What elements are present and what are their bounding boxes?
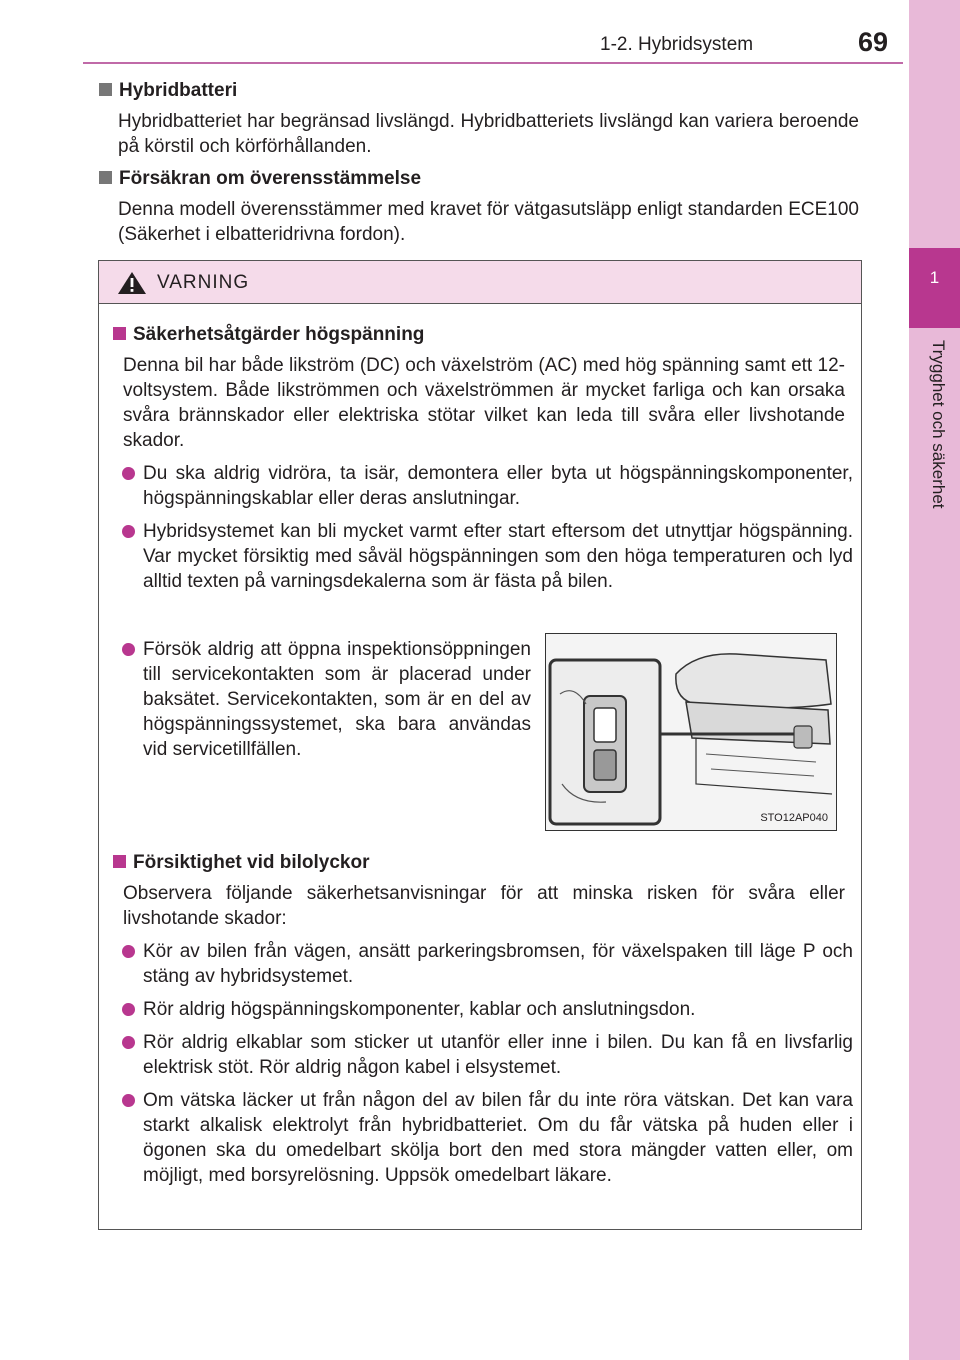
section-title: 1-2. Hybridsystem xyxy=(600,34,754,55)
section-text: Hybridbatteriet har begränsad livslängd. Hybridbatteriets livslängd kan variera beroende på körstil och körförhållanden. xyxy=(118,111,859,157)
figure-code: STO12AP040 xyxy=(760,812,828,824)
section-hybrid-battery xyxy=(99,79,859,159)
square-bullet-icon xyxy=(99,171,112,184)
rear-seat-service-plug-icon xyxy=(546,634,836,830)
warning-box xyxy=(98,260,862,1230)
bullet-dot-icon xyxy=(122,1094,135,1107)
list-item: Försök aldrig att öppna inspektionsöppningen till servicekontakten som är placerad under baksätet. Servicekontakten, som är en del av högspänningssystemet, ska bara användas vid servicetillfällen. xyxy=(113,637,531,762)
section-heading: Hybridbatteri xyxy=(99,79,859,103)
warning-label: VARNING xyxy=(157,272,250,293)
chapter-label: Trygghet och säkerhet xyxy=(929,340,948,509)
square-bullet-icon xyxy=(99,83,112,96)
list-item: Hybridsystemet kan bli mycket varmt efter start eftersom det utnyttjar högspänning. Var mycket försiktig med såväl högspänningen som den höga temperaturen och lyd alltid texten på varningsdekalerna som är fästa på bilen. xyxy=(113,519,853,594)
square-bullet-icon xyxy=(113,327,126,340)
warning-section-heading: Försiktighet vid bilolyckor xyxy=(113,851,853,875)
square-bullet-icon xyxy=(113,855,126,868)
list-item: Om vätska läcker ut från någon del av bilen får du inte röra vätskan. Det kan vara starkt alkalisk elektrolyt från hybridbatteriet. Om du får vätska på huden eller i ögonen ska du omedelbart skölja bort den med stora mängder vatten eller, om möjligt, med borsyrelösning. Uppsök omedelbart läkare. xyxy=(113,1088,853,1188)
bullet-dot-icon xyxy=(122,467,135,480)
chapter-number: 1 xyxy=(929,268,940,287)
warning-triangle-icon xyxy=(117,271,147,295)
warning-header xyxy=(99,261,861,304)
list-item: Du ska aldrig vidröra, ta isär, demontera eller byta ut högspänningskomponenter, högspänningskablar eller deras anslutningar. xyxy=(113,461,853,511)
warning-section-accident xyxy=(113,851,853,1188)
section-text: Denna modell överensstämmer med kravet för vätgasutsläpp enligt standarden ECE100 (Säkerhet i elbatteridrivna fordon). xyxy=(118,199,859,245)
list-item: Rör aldrig högspänningskomponenter, kablar och anslutningsdon. xyxy=(113,997,853,1022)
bullet-dot-icon xyxy=(122,1036,135,1049)
warning-section-text: Observera följande säkerhetsanvisningar för att minska risken för svåra eller livshotande skador: xyxy=(123,883,845,929)
list-item: Kör av bilen från vägen, ansätt parkeringsbromsen, för växelspaken till läge P och stäng av hybridsystemet. xyxy=(113,939,853,989)
warning-section-high-voltage xyxy=(113,323,853,594)
bullet-dot-icon xyxy=(122,525,135,538)
page-number: 69 xyxy=(858,27,889,57)
bullet-dot-icon xyxy=(122,1003,135,1016)
header-rule xyxy=(83,62,903,64)
warning-section-heading: Säkerhetsåtgärder högspänning xyxy=(113,323,853,347)
service-plug-illustration xyxy=(545,633,837,831)
section-heading: Försäkran om överensstämmelse xyxy=(99,167,859,191)
bullet-dot-icon xyxy=(122,643,135,656)
bullet-dot-icon xyxy=(122,945,135,958)
section-conformity xyxy=(99,167,859,247)
chapter-side-strip xyxy=(909,0,960,1360)
list-item: Rör aldrig elkablar som sticker ut utanför eller inne i bilen. Du kan få en livsfarlig elektrisk stöt. Rör aldrig någon kabel i elsystemet. xyxy=(113,1030,853,1080)
chapter-tab[interactable] xyxy=(909,248,960,328)
service-plug-bullet xyxy=(113,629,531,762)
warning-section-text: Denna bil har både likström (DC) och växelström (AC) med hög spänning samt ett 12-voltsystem. Både likströmmen och växelströmmen är mycket farliga och kan orsaka svåra brännskador eller elektriska stötar vilket kan leda till svåra eller livshotande skador. xyxy=(123,355,845,451)
